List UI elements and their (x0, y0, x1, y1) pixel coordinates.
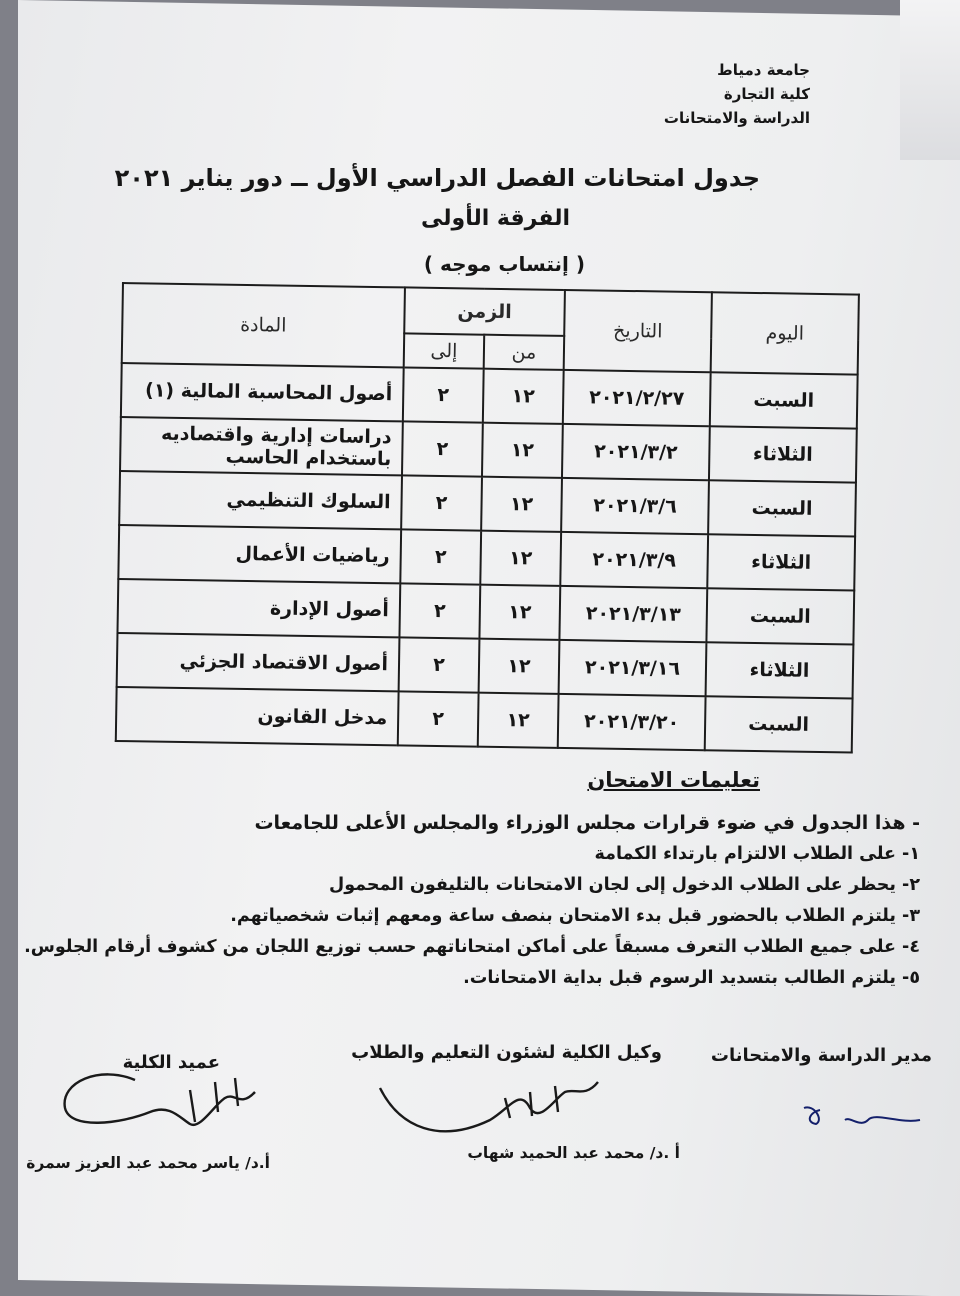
subject-cell: أصول الإدارة (117, 579, 400, 637)
date-cell: ٢٠٢١/٣/٦ (561, 478, 709, 534)
to-cell: ٢ (402, 421, 483, 476)
from-cell: ١٢ (482, 423, 563, 478)
header-to: إلى (404, 333, 485, 368)
to-cell: ٢ (401, 475, 482, 530)
faculty-name: كلية التجارة (723, 85, 810, 103)
header-date: التاريخ (564, 290, 712, 372)
university-name: جامعة دمياط (717, 61, 810, 79)
instruction-item: ٥- يلتزم الطالب بتسديد الرسوم قبل بداية الامتحانات. (463, 968, 920, 988)
day-cell: السبت (705, 696, 853, 752)
day-cell: السبت (706, 588, 854, 644)
page-subtitle: الفرقة الأولى (421, 206, 570, 231)
instructions-list (20, 808, 920, 994)
from-cell: ١٢ (478, 693, 559, 748)
subject-cell: أصول الاقتصاد الجزئي (117, 633, 400, 691)
instruction-item: ٢- يحظر على الطلاب الدخول إلى لجان الامتحانات بالتليفون المحمول (329, 875, 920, 895)
date-cell: ٢٠٢١/٣/٢٠ (558, 694, 706, 750)
to-cell: ٢ (400, 529, 481, 584)
date-cell: ٢٠٢١/٣/٢ (562, 424, 710, 480)
day-cell: السبت (708, 480, 856, 536)
from-cell: ١٢ (481, 477, 562, 532)
to-cell: ٢ (398, 691, 479, 746)
header-day: اليوم (711, 292, 859, 374)
from-cell: ١٢ (479, 639, 560, 694)
header-time: الزمن (404, 287, 565, 336)
to-cell: ٢ (399, 583, 480, 638)
letterhead (664, 58, 810, 130)
vice-dean-title: وكيل الكلية لشئون التعليم والطلاب (351, 1042, 662, 1063)
page-title: جدول امتحانات الفصل الدراسي الأول ــ دور يناير ٢٠٢١ (114, 164, 760, 192)
day-cell: الثلاثاء (709, 426, 857, 482)
dean-signature (40, 1060, 270, 1155)
header-from: من (484, 335, 565, 370)
subject-cell: دراسات إدارية واقتصاديه باستخدام الحاسب (120, 417, 403, 475)
subject-cell: مدخل القانون (116, 687, 399, 745)
subject-cell: السلوك التنظيمي (119, 471, 402, 529)
study-mode: ( إنتساب موجه ) (423, 252, 585, 276)
director-title: مدير الدراسة والامتحانات (710, 1045, 932, 1066)
dean-name: أ.د/ ياسر محمد عبد العزيز سمرة (26, 1154, 270, 1172)
instruction-item: ٤- على جميع الطلاب التعرف مسبقاً على أماكن امتحاناتهم حسب توزيع اللجان من كشوف أرقام الجلوس. (24, 937, 920, 957)
table-row (116, 687, 853, 753)
to-cell: ٢ (399, 637, 480, 692)
department-name: الدراسة والامتحانات (663, 109, 810, 127)
to-cell: ٢ (403, 367, 484, 422)
table-header-row (122, 283, 859, 341)
date-cell: ٢٠٢١/٣/٩ (560, 532, 708, 588)
subject-cell: رياضيات الأعمال (118, 525, 401, 583)
from-cell: ١٢ (479, 585, 560, 640)
date-cell: ٢٠٢١/٢/٢٧ (563, 370, 711, 426)
day-cell: السبت (710, 372, 858, 428)
instructions-lead: - هذا الجدول في ضوء قرارات مجلس الوزراء والمجلس الأعلى للجامعات (254, 812, 920, 834)
dean-title: عميد الكلية (122, 1052, 220, 1073)
header-subject: المادة (122, 283, 405, 367)
vice-dean-name: أ .د/ محمد عبد الحميد شهاب (467, 1144, 680, 1162)
instruction-item: ١- على الطلاب الالتزام بارتداء الكمامة (594, 844, 920, 864)
from-cell: ١٢ (483, 369, 564, 424)
date-cell: ٢٠٢١/٣/١٣ (559, 586, 707, 642)
subject-cell: أصول المحاسبة المالية (١) (121, 363, 404, 421)
instructions-title: تعليمات الامتحان (587, 768, 760, 792)
exam-schedule-table (115, 282, 860, 754)
from-cell: ١٢ (480, 531, 561, 586)
director-signature (750, 1090, 930, 1140)
vice-dean-signature (370, 1068, 610, 1148)
day-cell: الثلاثاء (707, 534, 855, 590)
date-cell: ٢٠٢١/٣/١٦ (559, 640, 707, 696)
instruction-item: ٣- يلتزم الطلاب بالحضور قبل بدء الامتحان بنصف ساعة ومعهم إثبات شخصياتهم. (230, 906, 920, 926)
day-cell: الثلاثاء (706, 642, 854, 698)
